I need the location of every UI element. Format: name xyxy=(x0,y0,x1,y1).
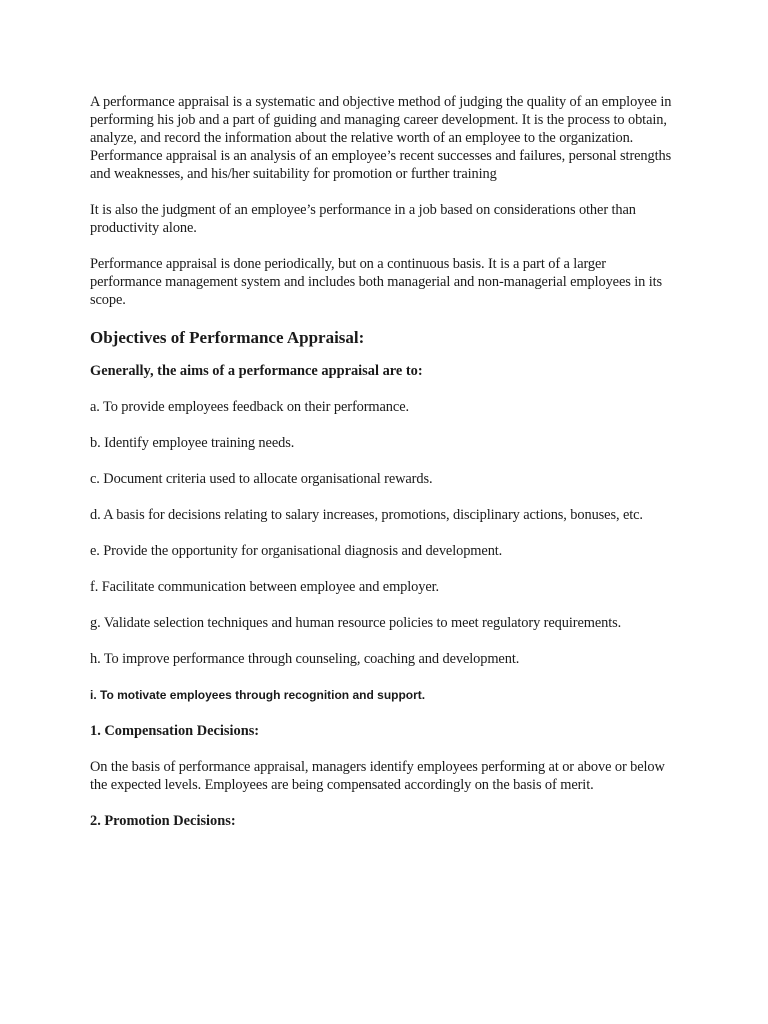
aim-item: c. Document criteria used to allocate organisational rewards. xyxy=(90,471,433,487)
intro-paragraph: A performance appraisal is a systematic and objective method of judging the quality of an employee in performing his job and a part of guiding and managing career development. It is the process to obtain, analyze, and record the information about the relative worth of an employee to the organization. Performance appraisal is an analysis of an employee’s recent successes and failures, personal strengths and weaknesses, and his/her suitability for promotion or further training xyxy=(90,94,672,182)
aim-item: f. Facilitate communication between employee and employer. xyxy=(90,579,440,595)
aim-item: e. Provide the opportunity for organisational diagnosis and development. xyxy=(90,543,503,559)
objectives-heading: Objectives of Performance Appraisal: xyxy=(90,328,365,347)
intro-paragraph: Performance appraisal is done periodically, but on a continuous basis. It is a part of a larger performance management system and includes both managerial and non-managerial employees in its scope. xyxy=(90,256,663,308)
aim-item: b. Identify employee training needs. xyxy=(90,435,295,451)
document-body xyxy=(90,93,680,848)
section-title-promotion: 2. Promotion Decisions: xyxy=(90,813,236,829)
aim-item: d. A basis for decisions relating to salary increases, promotions, disciplinary actions, bonuses, etc. xyxy=(90,507,643,523)
aims-subheading: Generally, the aims of a performance appraisal are to: xyxy=(90,363,423,379)
aim-item: g. Validate selection techniques and human resource policies to meet regulatory requirements. xyxy=(90,615,622,631)
intro-paragraph: It is also the judgment of an employee’s performance in a job based on considerations other than productivity alone. xyxy=(90,202,636,236)
section-body-compensation: On the basis of performance appraisal, managers identify employees performing at or above or below the expected levels. Employees are being compensated accordingly on the basis of merit. xyxy=(90,759,665,793)
section-title-compensation: 1. Compensation Decisions: xyxy=(90,723,260,739)
aim-item: a. To provide employees feedback on their performance. xyxy=(90,399,409,415)
aim-item-motivate: i. To motivate employees through recognition and support. xyxy=(90,688,426,702)
aim-item: h. To improve performance through counseling, coaching and development. xyxy=(90,651,520,667)
